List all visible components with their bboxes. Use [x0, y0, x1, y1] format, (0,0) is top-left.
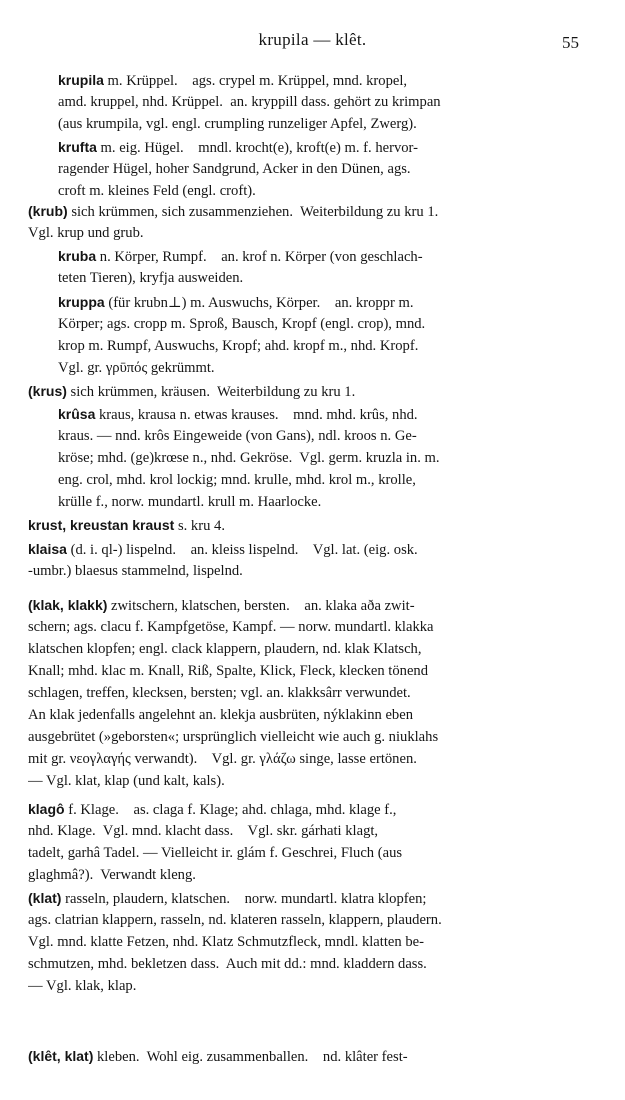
entry-text: krülle f., norw. mundartl. krull m. Haarlocke. [58, 494, 322, 510]
entry-line [28, 842, 602, 864]
entry-text: teten Tieren), kryfja ausweiden. [58, 270, 244, 286]
entry-text: Vgl. gr. γρῡπός gekrümmt. [58, 360, 215, 376]
entry-headword: (krub) [28, 203, 68, 219]
dictionary-entry [58, 403, 602, 513]
entry-text: schlagen, treffen, klecksen, bersten; vgl. an. klakksârr verwundet. [28, 685, 411, 701]
entry-text: — Vgl. klat, klap (und kalt, kals). [28, 773, 225, 789]
entry-line [28, 909, 602, 931]
entry-line [58, 447, 602, 469]
entry-text: m. eig. Hügel. mndl. krocht(e), kroft(e) m. f. hervor- [96, 140, 418, 156]
dictionary-entry [28, 798, 602, 886]
entry-line [28, 953, 602, 975]
entry-line [58, 91, 602, 113]
entry-headword: (krus) [28, 383, 67, 399]
entry-headword: (klat) [28, 890, 62, 906]
entry-text: f. Klage. as. claga f. Klage; ahd. chlaga, mhd. klage f., [64, 802, 397, 818]
entry-text: schern; ags. clacu f. Kampfgetöse, Kampf. — norw. mundartl. klakka [28, 619, 434, 635]
entry-line [58, 158, 602, 180]
entry-line [58, 245, 602, 267]
entry-text: -umbr.) blaesus stammelnd, lispelnd. [28, 563, 243, 579]
entry-line [58, 113, 602, 135]
entry-text: glaghmâ?). Verwandt kleng. [28, 867, 196, 883]
entry-line [58, 425, 602, 447]
entry-line [58, 403, 602, 425]
entry-text: Vgl. mnd. klatte Fetzen, nhd. Klatz Schmutzfleck, mndl. klatten be- [28, 934, 424, 950]
entry-line [28, 538, 602, 560]
entry-text: schmutzen, mhd. bekletzen dass. Auch mit dd.: mnd. kladdern dass. [28, 956, 427, 972]
entry-headword: kruba [58, 248, 97, 264]
entry-line [58, 335, 602, 357]
entry-text: amd. kruppel, nhd. Krüppel. an. kryppill dass. gehört zu krimpan [58, 94, 441, 110]
entry-text: n. Körper, Rumpf. an. krof n. Körper (von geschlach- [96, 249, 423, 265]
entry-line [28, 931, 602, 953]
dictionary-entry [58, 136, 602, 202]
entry-text: sich krümmen, sich zusammenziehen. Weiterbildung zu kru 1. [67, 204, 439, 220]
entry-text: eng. crol, mhd. krol lockig; mnd. krulle, mhd. krol m., krolle, [58, 472, 416, 488]
entry-text: ags. clatrian klappern, rasseln, nd. klateren rasseln, klappern, plaudern. [28, 912, 442, 928]
dictionary-entry [58, 291, 602, 379]
entry-headword: krust, kreustan kraust [28, 517, 175, 533]
entry-text: An klak jedenfalls angelehnt an. klekja ausbrüten, nýklakinn eben [28, 707, 413, 723]
entry-line [28, 660, 602, 682]
running-head: krupila — klêt. [258, 30, 367, 49]
entry-text: mit gr. νεογλαγής verwandt). Vgl. gr. γλάζω singe, lasse ertönen. [28, 751, 417, 767]
entry-line [28, 616, 602, 638]
entry-line [58, 357, 602, 379]
entry-line [58, 136, 602, 158]
entry-text: sich krümmen, kräusen. Weiterbildung zu kru 1. [66, 384, 356, 400]
entry-text: — Vgl. klak, klap. [28, 978, 137, 994]
entry-text: (aus krumpila, vgl. engl. crumpling runzeliger Apfel, Zwerg). [58, 116, 417, 132]
entry-text: m. Krüppel. ags. crypel m. Krüppel, mnd. kropel, [103, 73, 408, 89]
entry-line [58, 69, 602, 91]
entry-line [28, 514, 602, 536]
entry-line [28, 704, 602, 726]
entry-text: kleben. Wohl eig. zusammenballen. nd. klâter fest- [93, 1049, 408, 1065]
dictionary-entry [28, 538, 602, 582]
entry-headword: klaisa [28, 541, 67, 557]
dictionary-entry [58, 245, 602, 289]
entry-line [58, 180, 602, 202]
entry-text: (für krubn⊥) m. Auswuchs, Körper. an. kroppr m. [104, 295, 414, 311]
entry-text: rasseln, plaudern, klatschen. norw. mundartl. klatra klopfen; [61, 891, 427, 907]
entry-text: krop m. Rumpf, Auswuchs, Kropf; ahd. kropf m., nhd. Kropf. [58, 338, 419, 354]
entry-line [58, 491, 602, 513]
entry-line [28, 594, 602, 616]
entry-line [58, 267, 602, 289]
entry-text: (d. i. ql-) lispelnd. an. kleiss lispelnd. Vgl. lat. (eig. osk. [66, 542, 418, 558]
entry-line [28, 1045, 602, 1067]
entry-headword: krupila [58, 72, 104, 88]
entry-text: tadelt, garhâ Tadel. — Vielleicht ir. glám f. Geschrei, Fluch (aus [28, 845, 403, 861]
entry-line [28, 798, 602, 820]
entry-text: ragender Hügel, hoher Sandgrund, Acker in den Dünen, ags. [58, 161, 411, 177]
entry-line [28, 887, 602, 909]
dictionary-entry [28, 1045, 602, 1067]
entry-line [28, 820, 602, 842]
entry-line [28, 864, 602, 886]
page-number: 55 [562, 33, 579, 52]
entry-text: Vgl. krup und grub. [28, 225, 144, 241]
dictionary-entry [28, 514, 602, 536]
entry-headword: krûsa [58, 406, 96, 422]
entry-text: Körper; ags. cropp m. Sproß, Bausch, Kropf (engl. crop), mnd. [58, 316, 426, 332]
entry-headword: kruppa [58, 294, 105, 310]
entry-headword: (klêt, klat) [28, 1048, 94, 1064]
entry-line [28, 975, 602, 997]
dictionary-entry [28, 380, 602, 402]
dictionary-entry [58, 69, 602, 135]
entry-line [28, 380, 602, 402]
entry-text: ausgebrütet (»geborsten«; ursprünglich vielleicht wie auch g. niuklahs [28, 729, 439, 745]
entry-line [28, 770, 602, 792]
entry-text: klatschen klopfen; engl. clack klappern, plaudern, nd. klak Klatsch, [28, 641, 422, 657]
entry-text: kraus, krausa n. etwas krauses. mnd. mhd. krûs, nhd. [95, 407, 418, 423]
entry-text: nhd. Klage. Vgl. mnd. klacht dass. Vgl. skr. gárhati klagt, [28, 823, 379, 839]
entry-headword: (klak, klakk) [28, 597, 108, 613]
entry-text: s. kru 4. [174, 518, 225, 534]
entry-line [28, 682, 602, 704]
entry-line [28, 726, 602, 748]
dictionary-entry [28, 887, 602, 997]
entry-text: zwitschern, klatschen, bersten. an. klaka aða zwit- [107, 598, 415, 614]
entry-line [58, 313, 602, 335]
dictionary-entry [28, 594, 602, 792]
entry-line [28, 638, 602, 660]
entry-text: kröse; mhd. (ge)krœse n., nhd. Gekröse. Vgl. germ. kruzla in. m. [58, 450, 440, 466]
entry-line [28, 560, 602, 582]
entry-line [28, 748, 602, 770]
entry-text: kraus. — nnd. krôs Eingeweide (von Gans), ndl. kroos n. Ge- [58, 428, 417, 444]
entry-line [28, 222, 602, 244]
dictionary-entry [28, 200, 602, 244]
entry-headword: klagô [28, 801, 65, 817]
entry-headword: krufta [58, 139, 97, 155]
entry-line [58, 469, 602, 491]
entry-line [58, 291, 602, 313]
entry-text: croft m. kleines Feld (engl. croft). [58, 183, 256, 199]
entry-text: Knall; mhd. klac m. Knall, Riß, Spalte, Klick, Fleck, klecken tönend [28, 663, 429, 679]
entry-line [28, 200, 602, 222]
